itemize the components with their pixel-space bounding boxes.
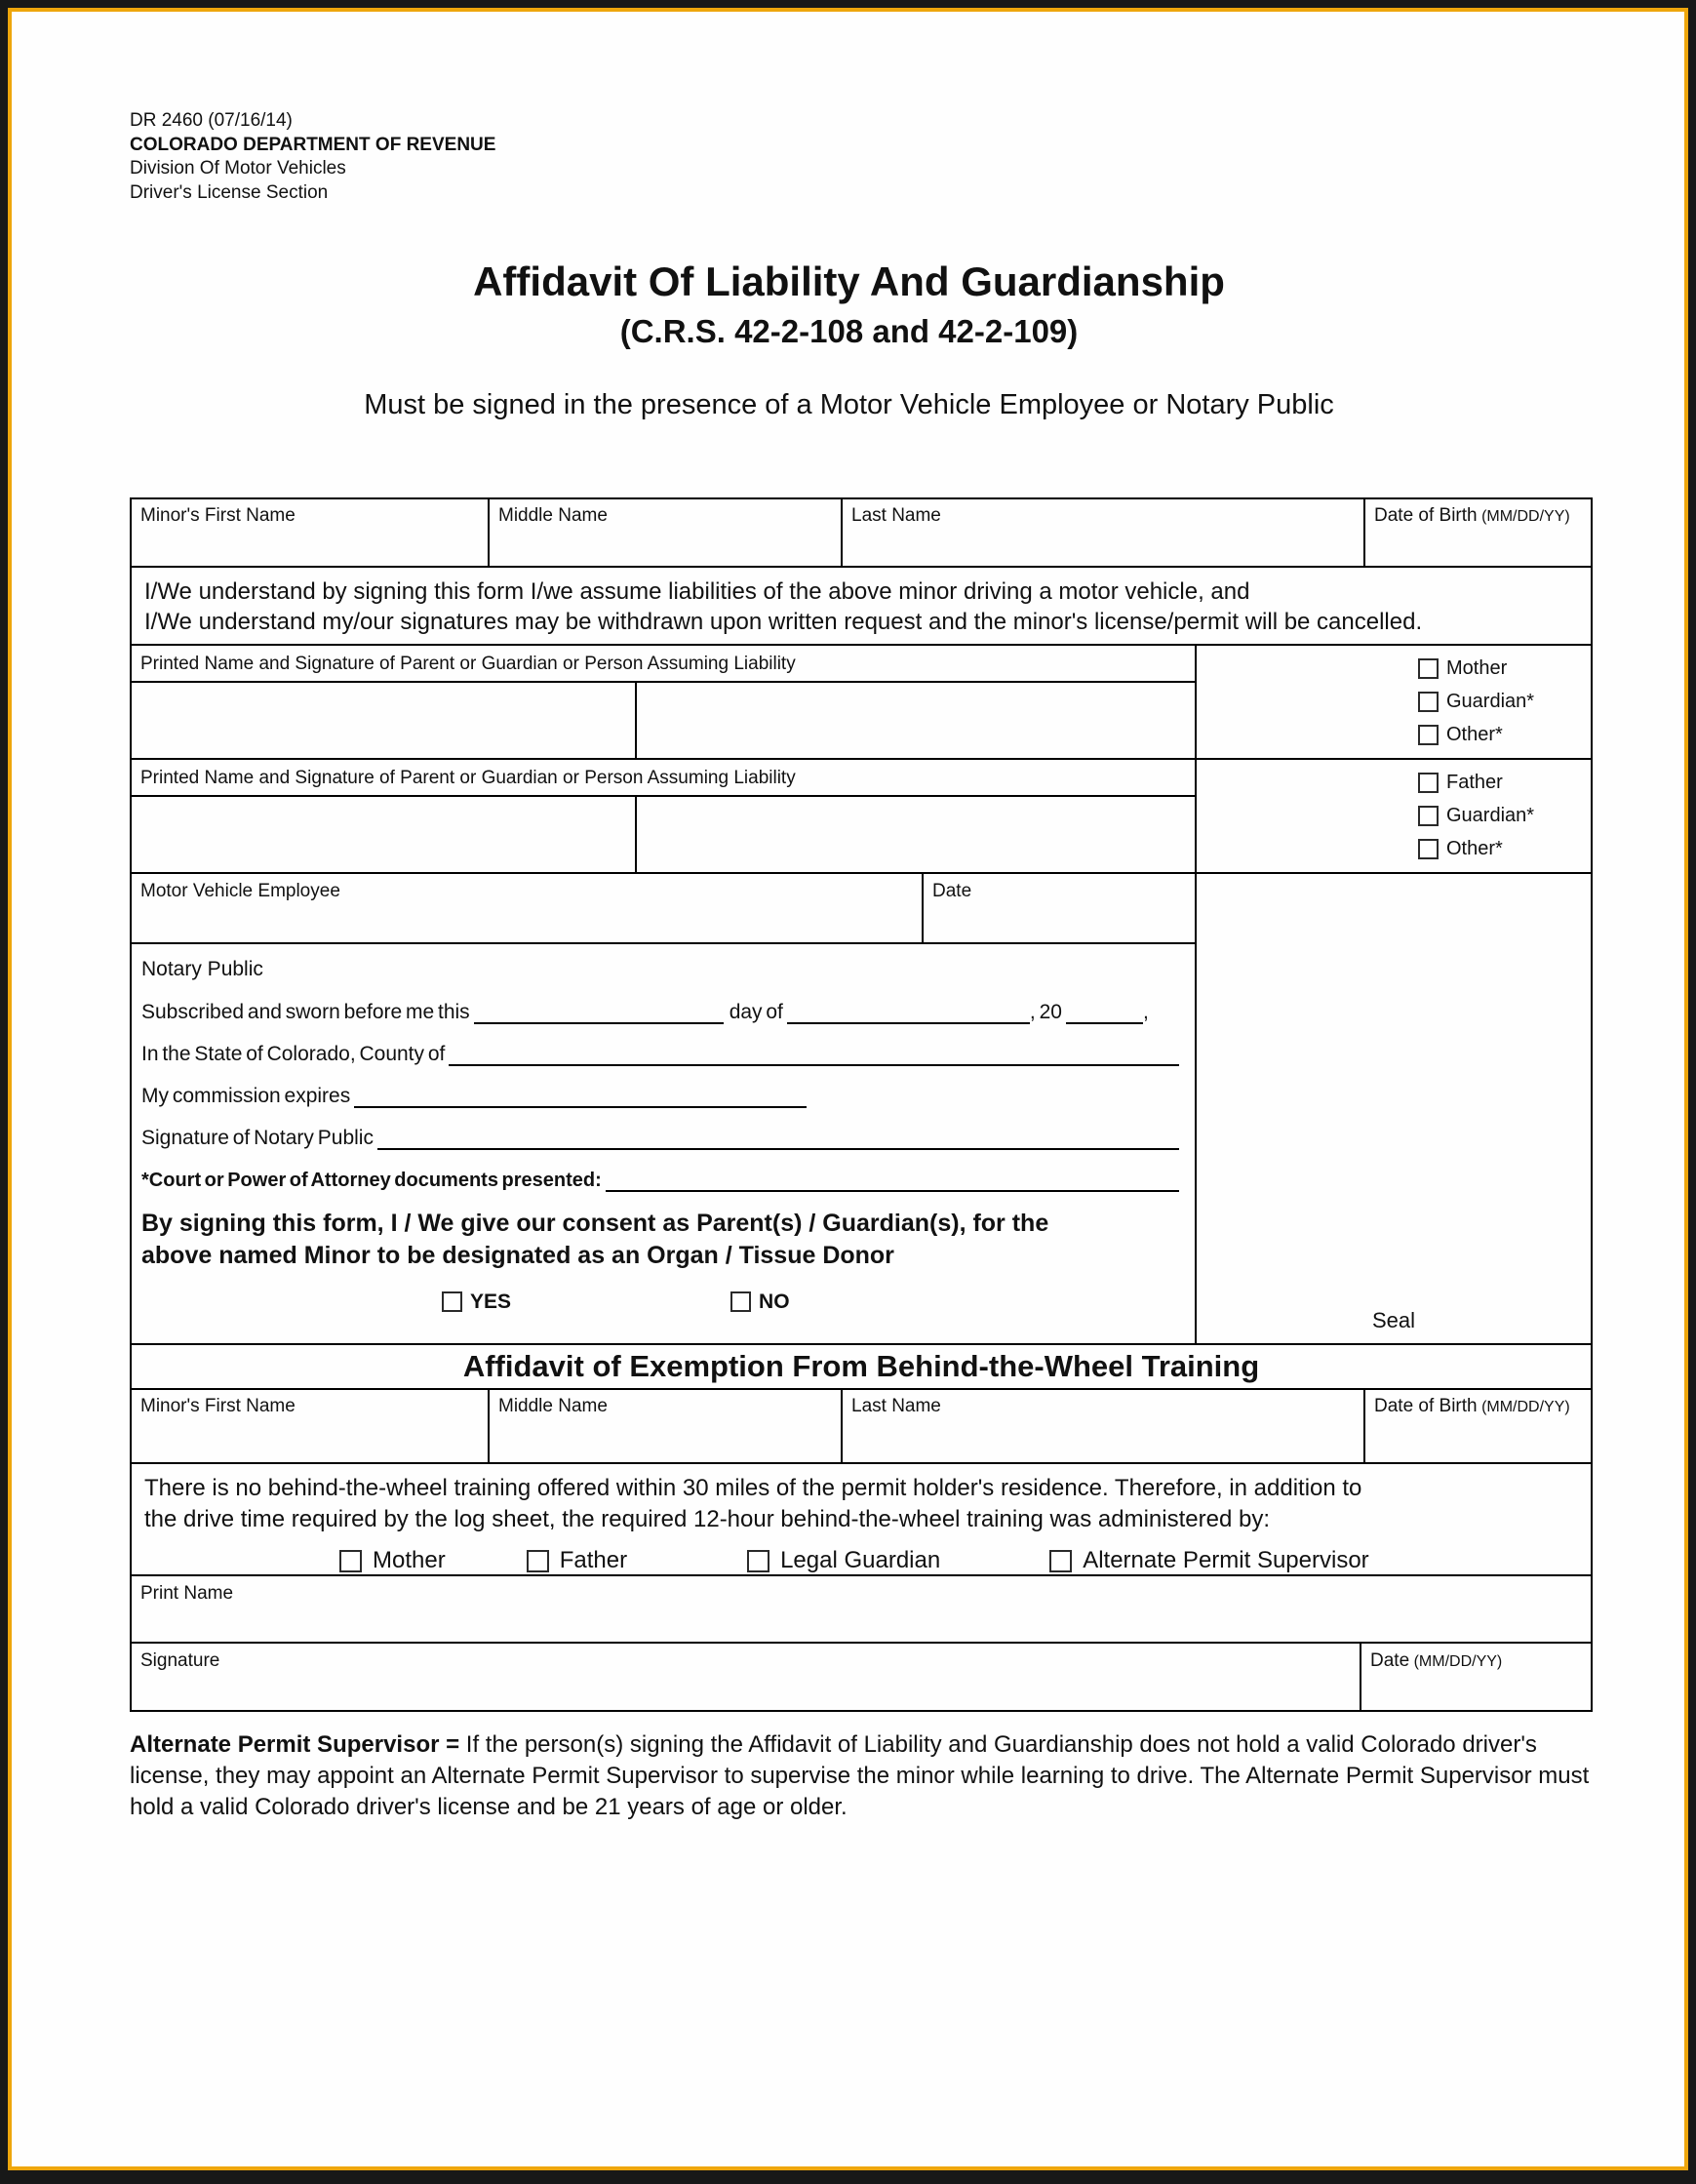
- form-header: [130, 109, 1568, 206]
- signer-1-label: Printed Name and Signature of Parent or Guardian or Person Assuming Liability: [140, 653, 796, 674]
- mother-checkbox[interactable]: [1418, 658, 1439, 679]
- organ-donor-consent: [141, 1208, 1179, 1273]
- sworn-year: , 20: [1029, 1000, 1062, 1023]
- signer-1-boxes: [132, 683, 1195, 758]
- supervisor-legal-guardian-checkbox[interactable]: [747, 1550, 769, 1572]
- sworn-end: ,: [1142, 1000, 1149, 1023]
- other-label-2: Other*: [1446, 837, 1503, 859]
- exemption-first-name-label: Minor's First Name: [140, 1395, 296, 1416]
- minor-dob-label: Date of Birth: [1374, 504, 1478, 526]
- notary-section: [132, 944, 1195, 1314]
- employee-row: [132, 874, 1195, 944]
- signer-2-label-row: [132, 760, 1195, 797]
- form-table: [130, 497, 1593, 1712]
- notary-county-line: [141, 1040, 1179, 1066]
- exemption-dob-format: (MM/DD/YY): [1481, 1398, 1570, 1415]
- other-option-1: [1418, 718, 1591, 751]
- minor-dob-format: (MM/DD/YY): [1481, 507, 1570, 525]
- sworn-prefix: Subscribed and sworn before me this: [141, 1000, 470, 1023]
- notary-commission-line: [141, 1082, 1179, 1108]
- notary-heading: Notary Public: [141, 957, 263, 980]
- notary-signature-line: [141, 1124, 1179, 1150]
- signer-2-checkboxes: [1197, 760, 1591, 872]
- signature-date-row: [132, 1644, 1591, 1710]
- notary-sworn-line: [141, 998, 1179, 1024]
- guardian-checkbox-2[interactable]: [1418, 806, 1439, 826]
- commission-blank[interactable]: [354, 1082, 807, 1108]
- supervisor-legal-guardian-label: Legal Guardian: [780, 1547, 941, 1574]
- exemption-signature-field[interactable]: [132, 1644, 1361, 1710]
- guardian-option-1: [1418, 685, 1591, 718]
- form-instruction: Must be signed in the presence of a Motor Vehicle Employee or Notary Public: [364, 388, 1334, 420]
- supervisor-legal-guardian-option: [747, 1545, 940, 1576]
- signature-box-1[interactable]: [637, 683, 1195, 758]
- other-checkbox-2[interactable]: [1418, 839, 1439, 859]
- minor-middle-name-label: Middle Name: [498, 504, 608, 526]
- guardian-label-2: Guardian*: [1446, 804, 1535, 826]
- motor-vehicle-employee-field[interactable]: [132, 874, 924, 942]
- exemption-title: Affidavit of Exemption From Behind-the-Wheel Training: [462, 1348, 1260, 1383]
- exemption-date-label: Date: [1370, 1649, 1410, 1671]
- signer-1-left: [132, 646, 1197, 758]
- exemption-dob-label: Date of Birth: [1374, 1395, 1478, 1416]
- court-documents-blank[interactable]: [606, 1166, 1179, 1192]
- alternate-supervisor-note-lead: Alternate Permit Supervisor =: [130, 1730, 460, 1758]
- father-label: Father: [1446, 771, 1503, 793]
- court-documents-text: *Court or Power of Attorney documents presented:: [141, 1169, 602, 1191]
- liability-statement: [132, 568, 1591, 646]
- mother-option: [1418, 652, 1591, 685]
- father-option: [1418, 766, 1591, 799]
- form-number: DR 2460 (07/16/14): [130, 110, 293, 131]
- supervisor-father-label: Father: [559, 1547, 628, 1574]
- exemption-dob-field[interactable]: [1365, 1390, 1591, 1462]
- signature-box-2[interactable]: [637, 797, 1195, 872]
- court-documents-line: [141, 1166, 1179, 1192]
- organ-donor-choice-row: [141, 1291, 1179, 1314]
- supervisor-alternate-option: [1049, 1545, 1368, 1576]
- exemption-first-name-field[interactable]: [132, 1390, 490, 1462]
- print-name-field[interactable]: [132, 1576, 1591, 1644]
- minor-dob-field[interactable]: [1365, 499, 1591, 566]
- employee-notary-left: [132, 874, 1197, 1343]
- organ-donor-yes-label: YES: [470, 1290, 512, 1313]
- other-label-1: Other*: [1446, 723, 1503, 745]
- minor-first-name-label: Minor's First Name: [140, 504, 296, 526]
- supervisor-mother-option: [339, 1545, 446, 1576]
- signer-block-1: [132, 646, 1591, 760]
- supervisor-mother-checkbox[interactable]: [339, 1550, 362, 1572]
- employee-notary-block: [132, 874, 1591, 1345]
- exemption-minor-name-row: [132, 1390, 1591, 1464]
- exemption-middle-name-label: Middle Name: [498, 1395, 608, 1416]
- section-name: Driver's License Section: [130, 182, 329, 204]
- minor-last-name-field[interactable]: [843, 499, 1365, 566]
- organ-donor-no-label: NO: [759, 1290, 790, 1313]
- supervisor-father-option: [527, 1545, 627, 1576]
- signer-1-checkboxes: [1197, 646, 1591, 758]
- division-name: Division Of Motor Vehicles: [130, 158, 346, 179]
- minor-last-name-label: Last Name: [851, 504, 941, 526]
- supervisor-choice-row: [144, 1545, 1577, 1576]
- supervisor-alternate-checkbox[interactable]: [1049, 1550, 1072, 1572]
- exemption-last-name-label: Last Name: [851, 1395, 941, 1416]
- consent-line-1: By signing this form, I / We give our consent as Parent(s) / Guardian(s), for the: [141, 1209, 1049, 1237]
- other-option-2: [1418, 832, 1591, 865]
- minor-middle-name-field[interactable]: [490, 499, 843, 566]
- exemption-statement: [132, 1464, 1591, 1576]
- print-name-label: Print Name: [140, 1582, 234, 1604]
- form-content: [12, 12, 1684, 1822]
- exemption-date-format: (MM/DD/YY): [1413, 1652, 1503, 1670]
- notary-seal-area: [1197, 874, 1591, 1343]
- motor-vehicle-employee-label: Motor Vehicle Employee: [140, 880, 340, 901]
- exemption-statement-line-1: There is no behind-the-wheel training offered within 30 miles of the permit holder's residence. Therefore, in addition to: [144, 1474, 1362, 1501]
- page-frame: [8, 8, 1688, 2170]
- alternate-supervisor-note: [130, 1729, 1593, 1823]
- county-text: In the State of Colorado, County of: [141, 1042, 446, 1065]
- exemption-signature-label: Signature: [140, 1649, 220, 1671]
- exemption-title-row: [132, 1345, 1591, 1390]
- title-block: [130, 258, 1568, 421]
- organ-donor-yes-option: [442, 1291, 511, 1314]
- form-title: Affidavit Of Liability And Guardianship: [473, 258, 1225, 304]
- exemption-middle-name-field[interactable]: [490, 1390, 843, 1462]
- guardian-label-1: Guardian*: [1446, 690, 1535, 712]
- printed-name-box-2[interactable]: [132, 797, 637, 872]
- commission-text: My commission expires: [141, 1084, 351, 1107]
- signer-2-label: Printed Name and Signature of Parent or Guardian or Person Assuming Liability: [140, 767, 796, 788]
- notary-signature-blank[interactable]: [377, 1124, 1179, 1150]
- signer-2-boxes: [132, 797, 1195, 872]
- guardian-checkbox-1[interactable]: [1418, 692, 1439, 712]
- organ-donor-yes-checkbox[interactable]: [442, 1291, 462, 1312]
- signer-1-label-row: [132, 646, 1195, 683]
- exemption-statement-line-2: the drive time required by the log sheet, the required 12-hour behind-the-wheel training was administered by:: [144, 1505, 1270, 1532]
- exemption-date-field[interactable]: [1361, 1644, 1591, 1710]
- sworn-month-blank[interactable]: [787, 998, 1030, 1024]
- sworn-day-blank[interactable]: [474, 998, 724, 1024]
- liability-statement-line-2: I/We understand my/our signatures may be withdrawn upon written request and the minor's license/permit will be cancelled.: [144, 609, 1423, 636]
- employee-date-label: Date: [932, 880, 972, 901]
- father-checkbox[interactable]: [1418, 773, 1439, 793]
- supervisor-mother-label: Mother: [373, 1547, 446, 1574]
- signer-2-left: [132, 760, 1197, 872]
- sworn-mid: day of: [729, 1000, 783, 1023]
- county-blank[interactable]: [449, 1040, 1179, 1066]
- sworn-year-blank[interactable]: [1066, 998, 1143, 1024]
- notary-signature-text: Signature of Notary Public: [141, 1126, 374, 1149]
- printed-name-box-1[interactable]: [132, 683, 637, 758]
- mother-label: Mother: [1446, 656, 1508, 679]
- seal-label: Seal: [1371, 1307, 1416, 1332]
- minor-name-row: [132, 499, 1591, 568]
- alternate-supervisor-note-text: If the person(s) signing the Affidavit of Liability and Guardianship does not hold a valid Colorado driver's license, they may appoint an Alternate Permit Supervisor to supervise the minor while learning to drive. The Alternate Permit Supervisor must hold a valid Colorado driver's license and be 21 years of age or older.: [130, 1730, 1590, 1820]
- exemption-last-name-field[interactable]: [843, 1390, 1365, 1462]
- consent-line-2: above named Minor to be designated as an Organ / Tissue Donor: [141, 1242, 894, 1270]
- liability-statement-line-1: I/We understand by signing this form I/we assume liabilities of the above minor driving a motor vehicle, and: [144, 577, 1250, 605]
- signer-block-2: [132, 760, 1591, 874]
- organ-donor-no-checkbox[interactable]: [730, 1291, 751, 1312]
- supervisor-father-checkbox[interactable]: [527, 1550, 549, 1572]
- minor-first-name-field[interactable]: [132, 499, 490, 566]
- supervisor-alternate-label: Alternate Permit Supervisor: [1083, 1547, 1369, 1574]
- department-name: COLORADO DEPARTMENT OF REVENUE: [130, 134, 496, 155]
- employee-date-field[interactable]: [924, 874, 1195, 942]
- form-statute: (C.R.S. 42-2-108 and 42-2-109): [619, 312, 1079, 349]
- guardian-option-2: [1418, 799, 1591, 832]
- other-checkbox-1[interactable]: [1418, 725, 1439, 745]
- organ-donor-no-option: [730, 1291, 790, 1314]
